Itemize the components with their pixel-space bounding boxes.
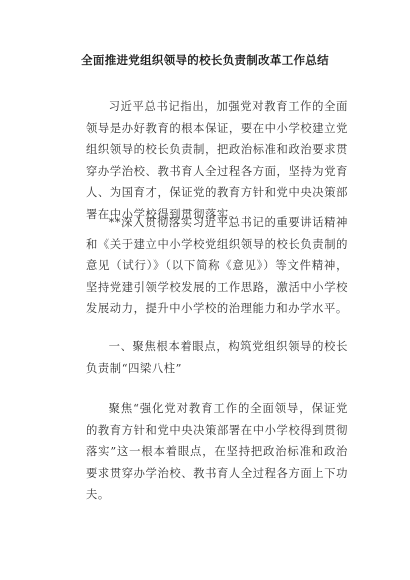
paragraph-section-1: 聚焦“强化党对教育工作的全面领导，保证党的教育方针和党中央决策部署在中小学校得到贯彻落实”这一根本着眼点，在坚持把政治标准和政治要求贯穿办学治校、教书育人全过程各方面上下功夫。 [86,402,348,501]
section-heading-1: 一、聚焦根本着眼点，构筑党组织领导的校长负责制“四梁八柱” [86,340,348,375]
paragraph-implementation: **深入贯彻落实习近平总书记的重要讲话精神和《关于建立中小学校党组织领导的校长负责制的意见（试行）》（以下简称《意见》）等文件精神，坚持党建引领学校发展的工作思路，激活中小学校发展动力，提升中小学校的治理能力和办学水平。 [86,216,348,315]
paragraph-intro: 习近平总书记指出，加强党对教育工作的全面领导是办好教育的根本保证，要在中小学校建立党组织领导的校长负责制，把政治标准和政治要求贯穿办学治校、教书育人全过程各方面，坚持为党育人、为国育才，保证党的教育方针和党中央决策部署在中小学校得到贯彻落实。 [86,100,348,221]
document-title: 全面推进党组织领导的校长负责制改革工作总结 [81,53,329,67]
